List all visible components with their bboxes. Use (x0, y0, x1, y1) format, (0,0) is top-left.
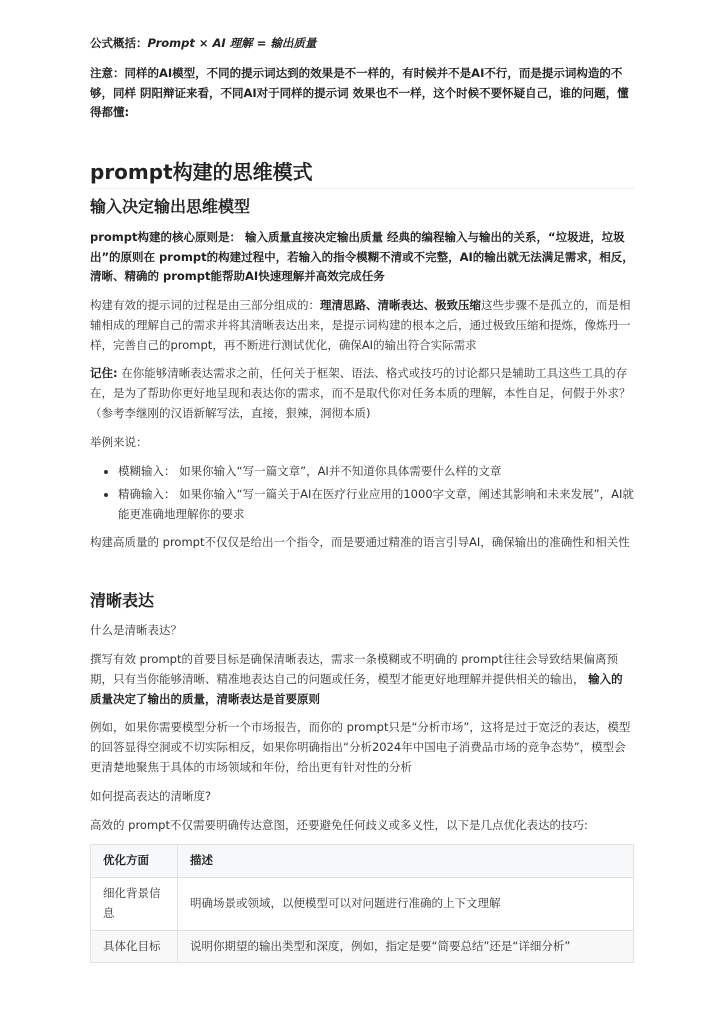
clear-expression-emphasis: 输入的质量决定了输出的质量，清晰表达是首要原则 (90, 671, 623, 706)
list-item: • 精确输入： 如果你输入“写一篇关于AI在医疗行业应用的1000字文章，阐述其影响和未来发展”，AI就能更准确地理解你的要求 (118, 485, 634, 525)
table-header-description: 描述 (178, 845, 634, 878)
table-row (91, 878, 634, 931)
optimization-table (90, 844, 634, 963)
notice-label: 注意： (90, 65, 125, 80)
example-list (90, 462, 634, 525)
market-example-paragraph: 例如，如果你需要模型分析一个市场报告，而你的 prompt只是“分析市场”，这将是过于宽泛的表达，模型的回答显得空洞或不切实际相反，如果你明确指出“分析2024年中国电子消费品市场的竞争态势”，模型会更清楚地聚焦于具体的市场领域和年份，给出更有针对性的分析 (90, 720, 631, 774)
three-parts-keywords: 理清思路、清晰表达、极致压缩 (320, 298, 481, 313)
table-header-aspect: 优化方面 (91, 845, 178, 878)
table-header-row (91, 845, 634, 878)
remember-paragraph (90, 364, 634, 423)
table-cell: 说明你期望的输出类型和深度，例如，指定是要“简要总结”还是“详细分析” (178, 930, 634, 963)
clear-expression-paragraph (90, 650, 634, 709)
section-title-input-output: 输入决定输出思维模型 (90, 197, 251, 217)
clear-expression-body: 撰写有效 prompt的首要目标是确保清晰表达，需求一条模糊或不明确的 prompt往往会导致结果偏离预期，只有当你能够清晰、精准地表达自己的问题或任务，模型才能更好地理解并提供相关的输出， (90, 652, 618, 686)
tips-intro-paragraph: 高效的 prompt不仅需要明确传达意图，还要避免任何歧义或多义性，以下是几点优化表达的技巧: (90, 817, 588, 832)
three-parts-intro: 构建有效的提示词的过程是由三部分组成的： (90, 298, 320, 313)
table-cell: 具体化目标 (91, 930, 178, 963)
table-cell: 细化背景信息 (91, 878, 178, 931)
notice-paragraph (90, 64, 634, 123)
table-row (91, 930, 634, 963)
remember-text: 在你能够清晰表达需求之前，任何关于框架、语法、格式或技巧的讨论都只是辅助工具这些工具的存在，是为了帮助你更好地呈现和表达你的需求，而不是取代你对任务本质的理解，本性自足，何假于外求？（参考李继刚的汉语新解写法，直接，狠辣，洞彻本质) (90, 366, 631, 420)
three-parts-body: 这些步骤不是孤立的，而是相辅相成的理解自己的需求并将其清晰表达出来，是提示词构建的根本之后，通过极致压缩和提炼，像炼丹一样，完善自己的prompt，再不断进行测试优化，确保AI的输出符合实际需求 (90, 298, 631, 352)
three-parts-paragraph (90, 296, 634, 355)
core-principle-paragraph: prompt构建的核心原则是： 输入质量直接决定输出质量 经典的编程输入与输出的关系，“垃圾进，垃圾出”的原则在 prompt的构建过程中，若输入的指令模糊不清或不完整，AI的输出就无法满足需求，相反，清晰、精确的 prompt能帮助AI快速理解并高效完成任务 (90, 229, 634, 284)
formula-label: 公式概括： (90, 36, 148, 50)
remember-label: 记住: (90, 366, 118, 381)
notice-text: 同样的AI模型，不同的提示词达到的效果是不一样的，有时候并不是AI不行，而是提示词构造的不够，同样 阴阳辩证来看，不同AI对于同样的提示词 效果也不一样，这个时候不要怀疑自己，谁的问题，懂得都懂: (90, 65, 629, 120)
formula-line (90, 34, 634, 54)
formula-value: Prompt × AI 理解 = 输出质量 (147, 36, 317, 50)
conclusion-paragraph: 构建高质量的 prompt不仅仅是给出一个指令，而是要通过精准的语言引导AI，确保输出的准确性和相关性 (90, 534, 630, 549)
list-item: • 模糊输入： 如果你输入“写一篇文章”，AI并不知道你具体需要什么样的文章 (118, 462, 634, 482)
question-how-improve: 如何提高表达的清晰度? (90, 788, 212, 803)
table-cell: 明确场景或领域，以便模型可以对问题进行准确的上下文理解 (178, 878, 634, 931)
section-title-clear-expression: 清晰表达 (90, 590, 155, 610)
question-what-is-clear: 什么是清晰表达？ (90, 623, 182, 638)
example-intro: 举例来说： (90, 434, 148, 449)
page-title: prompt构建的思维模式 (90, 159, 634, 189)
